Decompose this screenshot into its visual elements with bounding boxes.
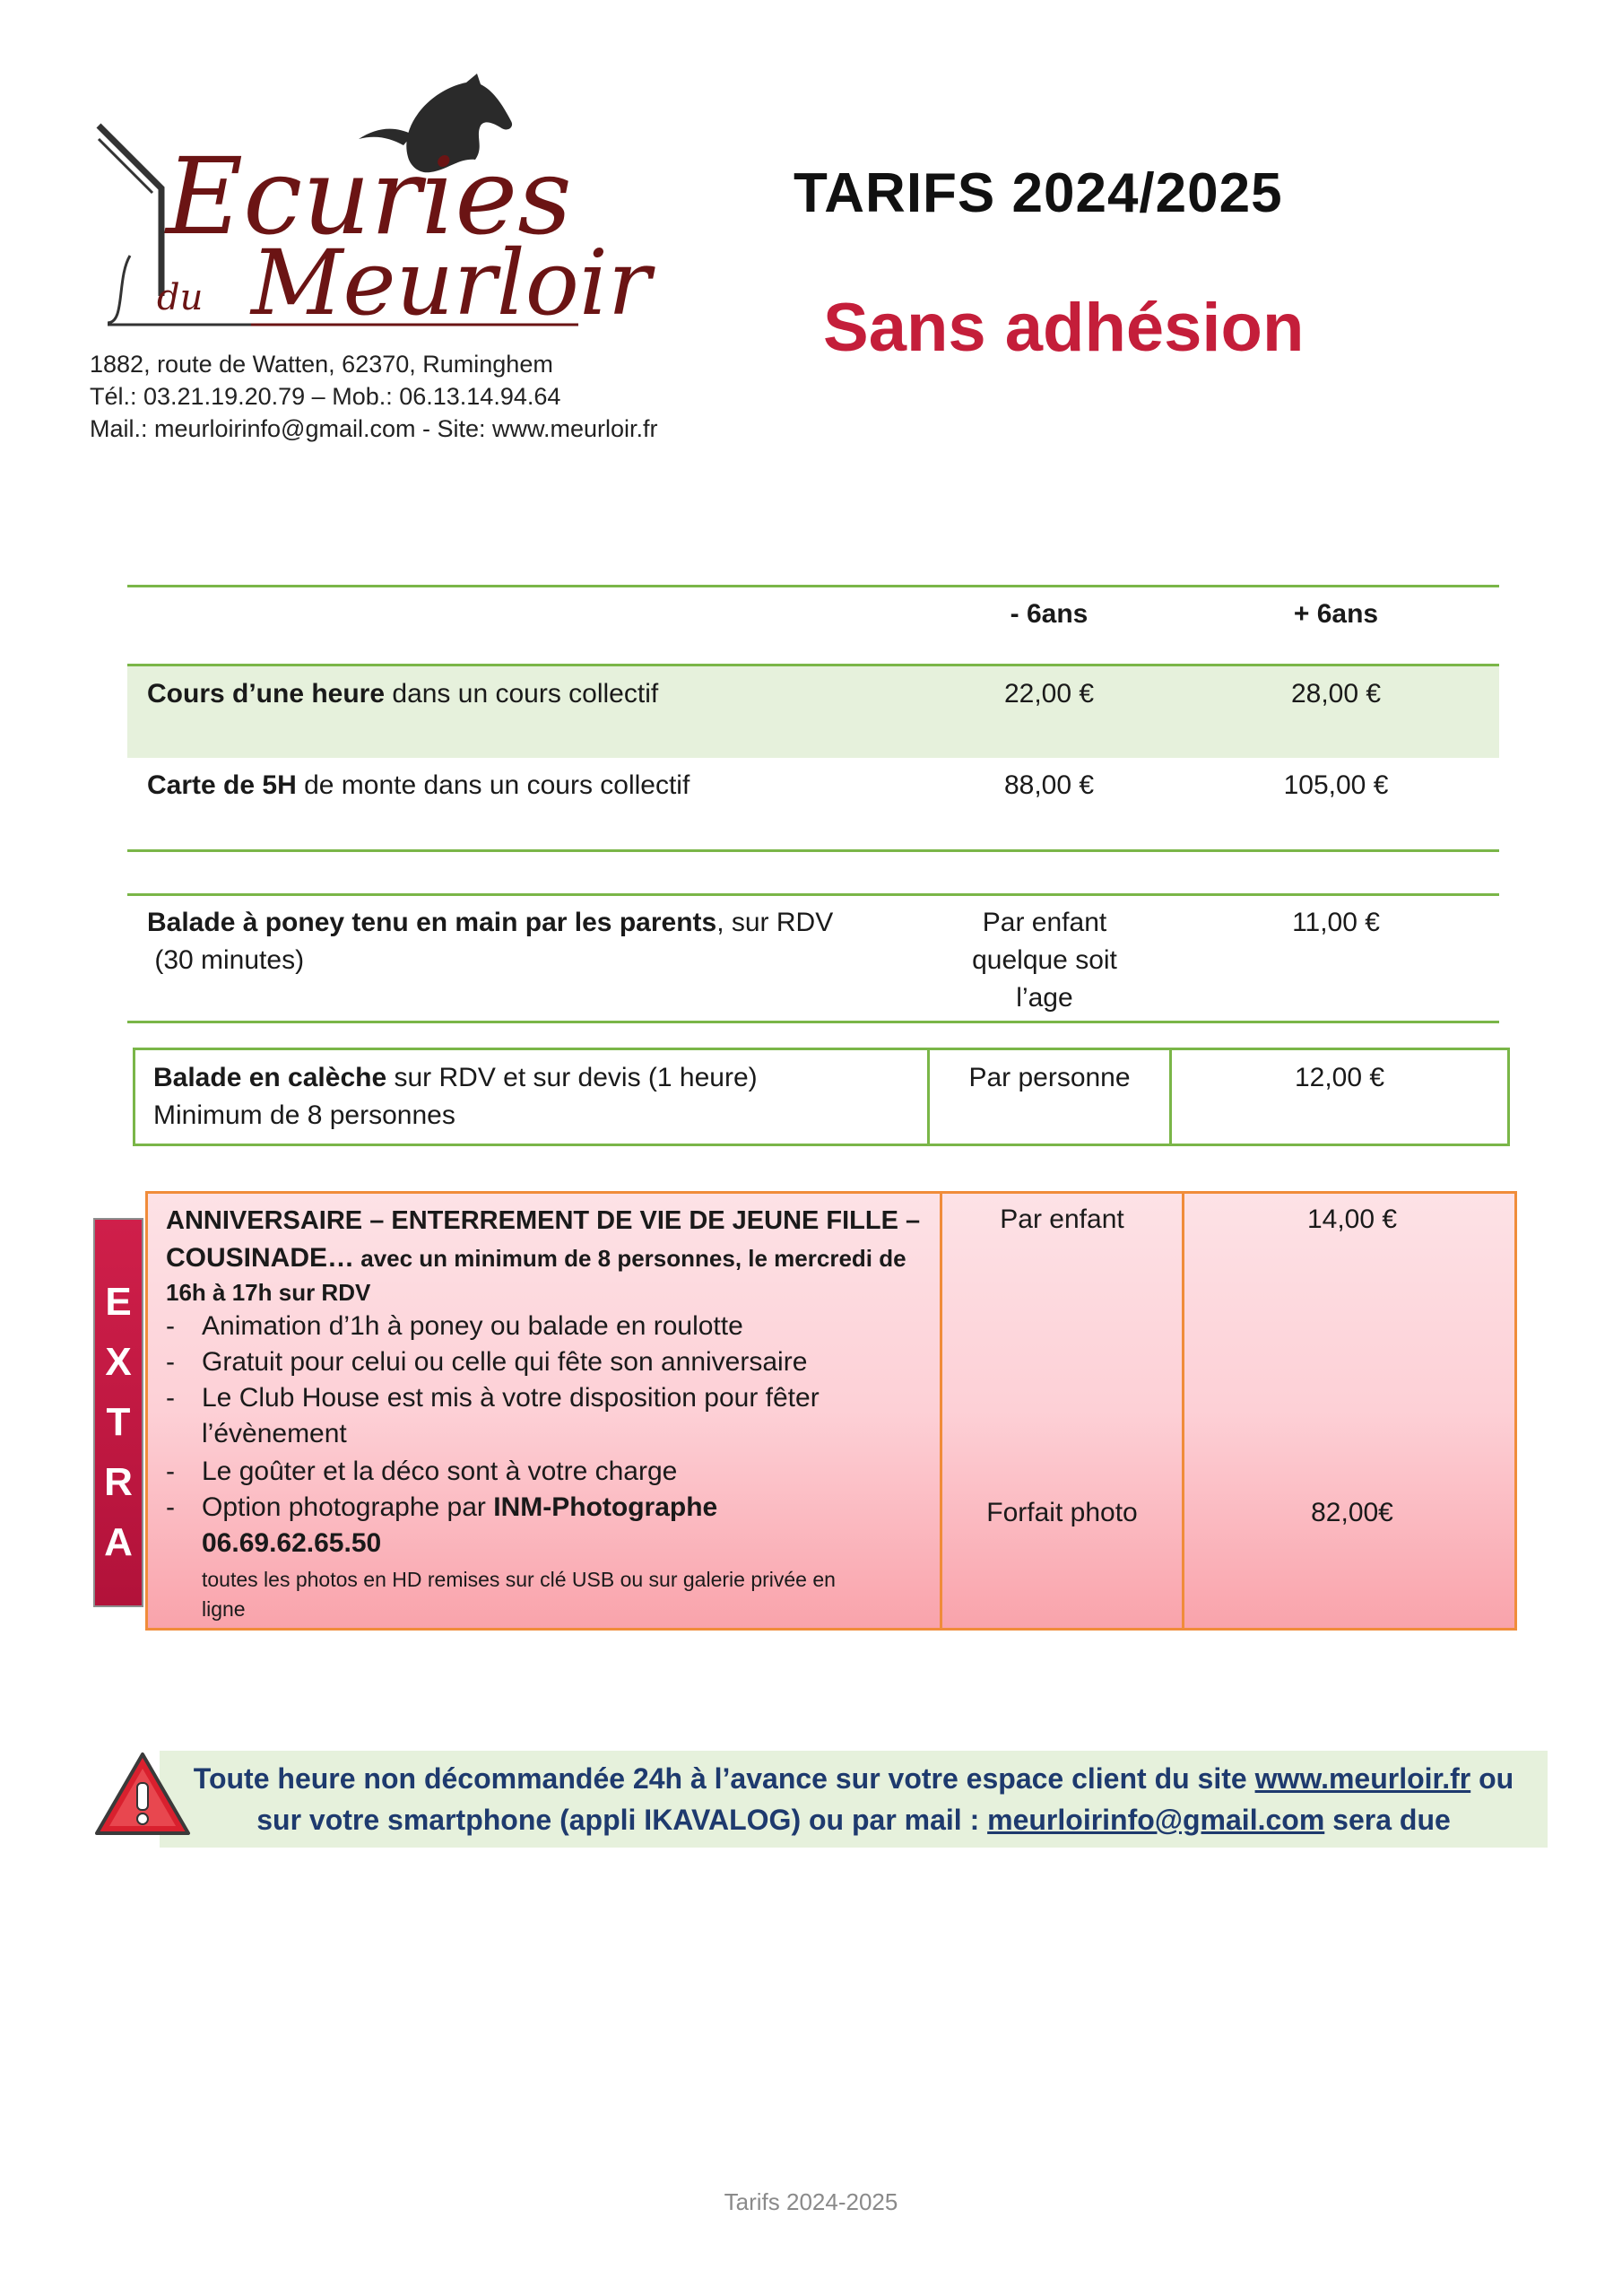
extra-heading-line1: ANNIVERSAIRE – ENTERREMENT DE VIE DE JEUNE FILLE –: [166, 1206, 921, 1235]
price-under6: 88,00 €: [1003, 770, 1095, 800]
extra-heading-line3: 16h à 17h sur RDV: [166, 1279, 371, 1306]
page-subtitle: Sans adhésion: [823, 290, 1305, 366]
footer: Tarifs 2024-2025: [724, 2188, 898, 2215]
table-row: [127, 666, 1499, 758]
extra-letter: X: [105, 1340, 132, 1384]
extra-unit: Par enfant: [1000, 1205, 1124, 1234]
price-under6: 22,00 €: [1003, 679, 1095, 709]
divider: [1182, 1194, 1184, 1628]
col-header-over6: + 6ans: [1293, 599, 1379, 629]
warning-icon: [93, 1749, 192, 1839]
page-title: TARIFS 2024/2025: [794, 162, 1283, 224]
caleche-price: 12,00 €: [1294, 1063, 1385, 1092]
logo-line2: du: [157, 277, 204, 318]
caleche-minimum: Minimum de 8 personnes: [153, 1100, 455, 1130]
photo-note: toutes les photos en HD remises sur clé USB ou sur galerie privée en ligne: [202, 1568, 836, 1621]
caleche-unit: Par personne: [968, 1063, 1131, 1092]
poney-duration: (30 minutes): [147, 945, 305, 975]
phone: Tél.: 03.21.19.20.79 – Mob.: 06.13.14.94.64: [90, 383, 561, 410]
table-bottom-rule: [127, 849, 1499, 852]
caleche-table: [133, 1048, 1510, 1146]
photo-unit: Forfait photo: [986, 1498, 1138, 1527]
table-row: [127, 758, 1499, 849]
row-label: Carte de 5H de monte dans un cours collectif: [147, 770, 690, 800]
photo-price: 82,00€: [1311, 1498, 1393, 1527]
logo: [90, 72, 651, 341]
extra-letter: E: [105, 1280, 132, 1324]
divider: [940, 1194, 942, 1628]
price-over6: 28,00 €: [1290, 679, 1382, 709]
poney-price: 11,00 €: [1292, 908, 1380, 937]
price-over6: 105,00 €: [1283, 770, 1389, 800]
extra-price: 14,00 €: [1306, 1205, 1398, 1234]
extra-letter: R: [104, 1460, 133, 1504]
extra-table: ANNIVERSAIRE – ENTERREMENT DE VIE DE JEUNE FILLE – COUSINADE… avec un minimum de 8 personnes, le mercredi de 16h à 17h sur RDV - Animation d’1h à poney ou balade en roulotte - Gratuit pour celui ou celle qui fête son anniversaire - Le Club House est mis à votre disposition pour fêter l’évènement - Le goûter et la déco sont à votre charge - Option photographe par INM-Photographe 06.69.62.65.50 toutes les photos en HD remises sur clé USB ou sur galerie privée en ligne Par enfant 14,00 € Forfait photo 82,00€: [145, 1191, 1517, 1631]
extra-tab: [93, 1218, 143, 1607]
site-link[interactable]: www.meurloir.fr: [1254, 1762, 1471, 1795]
photographer-phone: 06.69.62.65.50: [202, 1528, 382, 1558]
col-header-under6: - 6ans: [1010, 599, 1089, 629]
table-top-rule: [127, 585, 1499, 587]
warning-banner: [160, 1751, 1548, 1848]
poney-bottom-rule: [127, 1021, 1499, 1023]
mail-site: Mail.: meurloirinfo@gmail.com - Site: www.meurloir.fr: [90, 415, 658, 442]
row-label: Cours d’une heure dans un cours collectif: [147, 679, 659, 709]
banner-line2: sur votre smartphone (appli IKAVALOG) ou par mail : meurloirinfo@gmail.com sera due: [256, 1804, 1451, 1836]
extra-heading-line2: COUSINADE… avec un minimum de 8 personnes, le mercredi de: [166, 1243, 906, 1273]
logo-line1: Ecuries: [166, 135, 572, 258]
address: 1882, route de Watten, 62370, Ruminghem: [90, 351, 553, 378]
caleche-label: Balade en calèche sur RDV et sur devis (1 heure): [153, 1063, 758, 1092]
email-link[interactable]: meurloirinfo@gmail.com: [987, 1804, 1325, 1836]
poney-unit: Par enfant quelque soit l’age: [972, 908, 1117, 1013]
extra-letter: A: [104, 1520, 133, 1564]
banner-line1: Toute heure non décommandée 24h à l’avance sur votre espace client du site www.meurloir.fr ou: [193, 1762, 1514, 1795]
poney-top-rule: [127, 893, 1499, 896]
extra-letter: T: [106, 1400, 131, 1444]
logo-line3: Meurloir: [251, 230, 651, 335]
poney-label: Balade à poney tenu en main par les parents, sur RDV: [147, 908, 834, 937]
